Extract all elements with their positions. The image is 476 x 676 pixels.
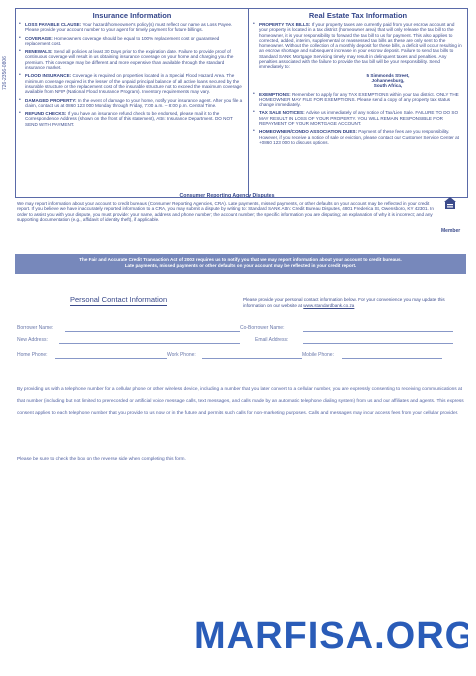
insurance-item-body [25,73,245,94]
consumer-text: We may report information about your account to credit bureaus (Consumer Reporting Agencies, CRA). Late payments, missed payments, or other defaults on your account may be reflected in your credit report. If you believe we have inaccurately reported information to a CRA, you may submit a dispute by writing to: Standard SANK Attn: Credit Bureau Disputes, 4801 Frederica St, Owensboro, KY 42301. In order to assist you with your dispute, you must provide: your name, address and phone number; the account number; the specific information you are disputing; an explanation of why it is incorrect; and any supporting documentation (e.g., affidavit of identity theft), if applicable. [17,201,434,222]
tax-item-text: Remember to apply for any TAX EXEMPTIONS within your tax district. ONLY THE HOMEOWNER MAY FILE FOR EXEMPTIONS. Please send a copy of any property tax status change immediately. [259,91,459,108]
email-label: Email Address: [255,337,289,343]
tax-item-body [259,92,463,108]
tax-column [253,11,463,148]
insurance-item [19,111,245,127]
tax-item [253,110,463,126]
borrower-label: Borrower Name: [17,325,54,331]
insurance-item-text: If you have an insurance refund check to be endorsed, please mail it to the Correspondence Address (shown on the front of this statement), Attn: Insurance Department. DO NOT SEND WITH PAYMENT. [25,111,233,127]
insurance-column [19,11,245,130]
phone-row [17,352,442,359]
bullet-icon: • [19,110,21,117]
mobile-phone-field[interactable] [342,352,442,359]
contact-title: Personal Contact Information [70,295,168,304]
insurance-item [19,22,245,33]
tax-item-text: Advise us immediately of any notice of Tax/Lien Sale. FAILURE TO DO SO MAY RESULT IN LOSS OF YOUR PROPERTY. YOU WILL REMAIN RESPONSIBLE FOR REPAYMENT OF YOUR MORTGAGE ACCOUNT. [259,110,459,127]
tax-item-heading: TAX SALE NOTICES: [259,110,306,116]
tax-item-heading: PROPERTY TAX BILLS: [259,22,312,27]
tax-item [253,129,463,145]
insurance-item-heading: RENEWALS: [25,49,54,55]
address-line: South Africa, [373,83,403,89]
insurance-item-heading: COVERAGE: [25,35,55,41]
insurance-item-body [25,111,245,127]
insurance-item-body [25,36,245,47]
insurance-item [19,36,245,47]
banner-line-1: The Fair and Accurate Credit Transaction Act of 2003 requires us to notify you that we may report information about your account to credit bureaus. [79,257,402,262]
bullet-icon: • [19,72,21,79]
insurance-item [19,73,245,94]
work-phone-label: Work Phone: [167,352,196,358]
insurance-item-body [25,98,245,109]
insurance-item-heading: REFUND CHECKS: [25,111,68,117]
bullet-icon: • [19,34,21,41]
address-row [17,337,453,344]
borrower-row [17,325,453,332]
insurance-item-heading: DAMAGED PROPERTY: [25,97,78,103]
fact-act-banner [15,254,466,274]
contact-note-text: Please provide your personal contact information below. For your convenience you may update this information on our website at [243,297,445,308]
tax-item-heading: EXEMPTIONS: [259,91,292,97]
website-link[interactable]: www.standardbank.co.za [303,303,355,308]
coborrower-name-field[interactable] [303,325,453,332]
tax-mailing-address [313,73,463,89]
insurance-item-text: Your hazard/homeowner's policy(s) must reflect our name as Loss Payee. Please provide your account number to your agent for timely payment for future billings. [25,22,233,33]
insurance-item-text: Homeowners coverage should be equal to 100% replacement cost or guaranteed replacement cost. [25,35,220,46]
bullet-icon: • [253,90,255,97]
address-line: Johannesburg, [371,77,405,83]
tax-item-body [259,129,463,145]
insurance-item-heading: FLOOD INSURANCE: [25,73,73,79]
check-box-reminder: Please be sure to check the box on the reverse side when completing this form. [17,457,186,462]
tax-item-text: If your property taxes are currently paid from your escrow account and your property is located in a tax district (homeowner area) that will only release the tax bill to the homeowner, it is your responsibility to forward the tax bill to us for payment. This also applies to corrected, added, interim, supplemental or reassessed tax bills as these are only sent to the homeowner. Without the collection of a monthly deposit for these bills, a deficit will occur resulting in an escrow shortage and subsequent increase in your escrow deposit. Failure to send tax bills to Standard SANK Mortgage Servicing timely may result in delinquent taxes and penalties. Any penalties associated with the failure to provide the tax bill will be your responsibility. Send immediately to: [259,22,462,70]
bullet-icon: • [253,128,255,135]
tax-item [253,92,463,108]
new-address-field[interactable] [59,337,240,344]
bullet-icon: • [19,21,21,27]
insurance-item-body [25,22,245,33]
bullet-icon: • [19,48,21,55]
email-field[interactable] [303,337,453,344]
insurance-item-text: Coverage is required on properties located in a Special Flood Hazard Area. The minimum coverage required is the lesser of the unpaid principal balance of all active loans secured by the insurable structure or the replacement cost of the insurable structure not to exceed the maximum coverage available from NFIP (National Flood Insurance Program). Inventory requirements may vary. [25,73,242,95]
address-line: 5 Simmonds Street, [366,72,410,78]
contact-note [243,297,448,309]
insurance-item-text: Send all policies at least 30 Days prior to the expiration date. Failure to provide proof of continuous coverage will result in us obtaining insurance coverage on your home and charging you the premium. This coverage may be different and more expensive than available through the standard insurance market. [25,49,234,71]
tax-item-body [259,22,463,70]
insurance-item [19,49,245,70]
insurance-item-body [25,49,245,70]
bullet-icon: • [253,109,255,116]
home-phone-label: Home Phone: [17,352,48,358]
column-divider [248,8,249,197]
bullet-icon: • [253,21,255,27]
tax-item-heading: HOMEOWNER/CONDO ASSOCIATION DUES: [259,129,359,135]
insurance-title: Insurance Information [92,11,172,20]
marfisa-logo [190,612,468,654]
tax-item-body [259,110,463,126]
insurance-item-text: In the event of damage to your home, notify your insurance agent. After you file a claim, contact us at 0860 123 000 Monday through Friday, 7:00 a.m. – 8:00 p.m. Central Time. [25,97,243,108]
bullet-icon: • [19,96,21,103]
tax-item [253,22,463,70]
consumer-title: Consumer Reporting Agency Disputes [179,193,275,199]
phone-consent-text: By providing us with a telephone number for a cellular phone or other wireless device, including a number that you later convert to a cellular number, you are expressly consenting to receiving communications at that number (including but not limited to prerecorded or artificial voice message calls, text messages, and calls made by an automatic telephone dialing system) from us and our affiliates and agents. This express consent applies to each telephone number that you provide to us now or in the future and permits such calls for non-marketing purposes. Calls and messages may incur access fees from your cellular provider. [17,387,464,416]
member-label: Member [441,228,461,234]
mobile-phone-label: Mobile Phone: [302,352,334,358]
insurance-item [19,98,245,109]
borrower-name-field[interactable] [65,325,240,332]
banner-line-2: Late payments, missed payments or other defaults on your account may be reflected in your credit report. [124,263,357,268]
consumer-section [17,193,437,225]
form-code: 726-2356-0806 [2,56,8,90]
tax-title: Real Estate Tax Information [308,11,408,20]
work-phone-field[interactable] [202,352,302,359]
coborrower-label: Co-Borrower Name: [240,325,285,331]
tax-item-text: Payment of these fees are you responsibility. However, if you receive a notice of sale or eviction, please contact our Customer Service Center at +0860 123 000 to discuss options. [259,129,459,145]
home-phone-field[interactable] [55,352,167,359]
equal-housing-icon [443,196,457,214]
new-address-label: New Address: [17,337,48,343]
logo-text: MARFISA.ORG [194,615,468,654]
insurance-item-heading: LOSS PAYABLE CLAUSE: [25,22,83,27]
